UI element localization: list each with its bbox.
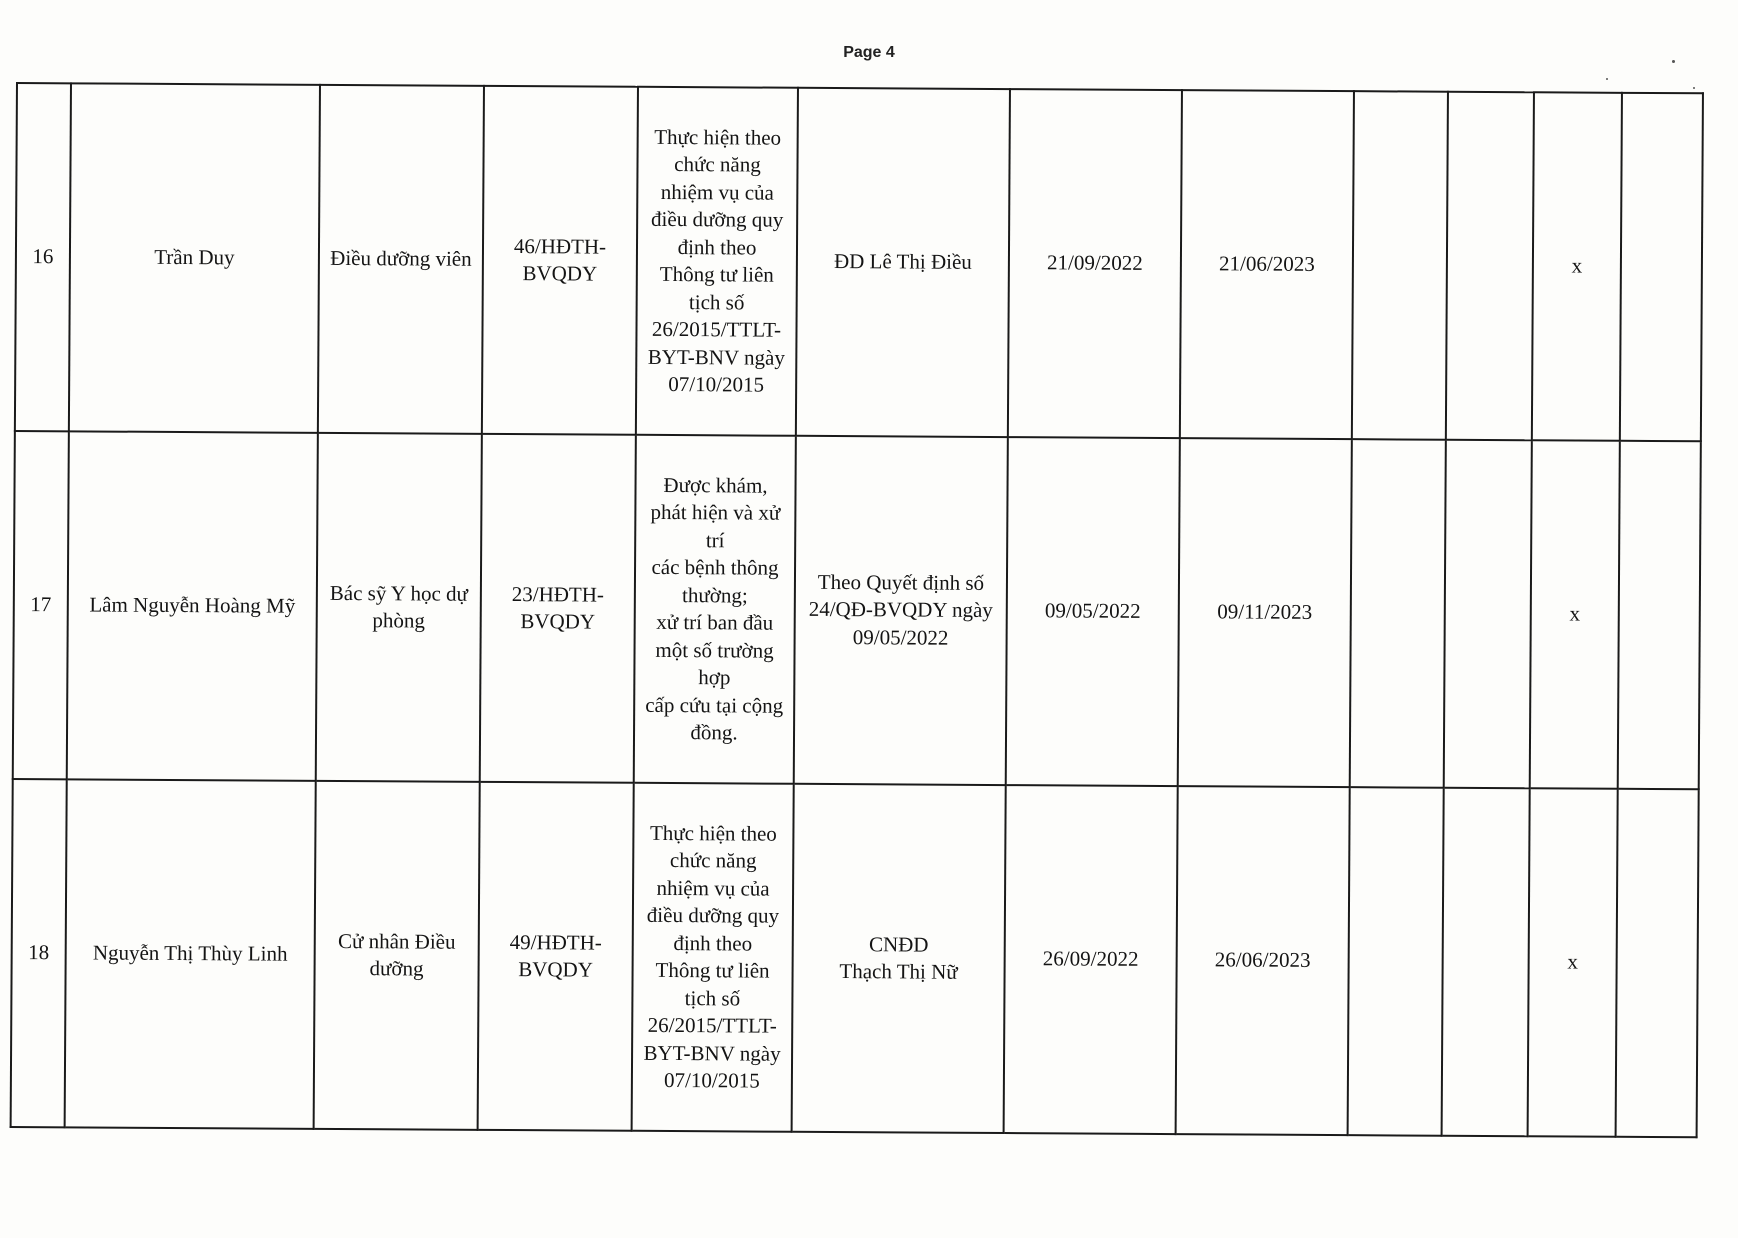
scan-speck	[1693, 87, 1695, 89]
content-cell: Thực hiện theo chức năng nhiệm vụ của điều dưỡng quy định theo Thông tư liên tịch số 26/2015/TTLT- BYT-BNV ngày 07/10/2015	[632, 783, 794, 1132]
table-row	[15, 83, 1703, 441]
col-c-mark-cell: x	[1528, 788, 1618, 1137]
stt-cell: 18	[11, 779, 67, 1127]
stt-cell: 17	[13, 431, 69, 779]
contract-cell: 46/HĐTH- BVQDY	[482, 86, 638, 435]
start-date-cell: 26/09/2022	[1004, 785, 1178, 1134]
contract-cell: 49/HĐTH- BVQDY	[478, 782, 634, 1131]
col-c-mark-cell: x	[1532, 92, 1622, 441]
name-cell: Nguyễn Thị Thùy Linh	[65, 779, 316, 1129]
instructor-cell: ĐD Lê Thị Điều	[796, 88, 1010, 437]
col-b-cell	[1442, 788, 1530, 1137]
table-row	[11, 779, 1699, 1137]
col-d-cell	[1618, 441, 1701, 789]
table-row	[13, 431, 1701, 789]
title-cell: Điều dưỡng viên	[318, 85, 484, 434]
title-cell: Cử nhân Điều dưỡng	[314, 781, 480, 1130]
training-table	[10, 82, 1704, 1138]
end-date-cell: 26/06/2023	[1176, 786, 1350, 1135]
col-d-cell	[1620, 93, 1703, 441]
start-date-cell: 21/09/2022	[1008, 89, 1182, 438]
name-cell: Lâm Nguyễn Hoàng Mỹ	[67, 431, 318, 781]
instructor-cell: Theo Quyết định số 24/QĐ-BVQDY ngày 09/05/2022	[794, 436, 1008, 785]
name-cell: Trần Duy	[69, 83, 320, 433]
col-c-mark-cell: x	[1530, 440, 1620, 789]
contract-cell: 23/HĐTH- BVQDY	[480, 434, 636, 783]
start-date-cell: 09/05/2022	[1006, 437, 1180, 786]
col-d-cell	[1616, 789, 1699, 1137]
col-a-cell	[1350, 439, 1446, 788]
scan-speck	[1606, 78, 1608, 80]
end-date-cell: 09/11/2023	[1178, 438, 1352, 787]
end-date-cell: 21/06/2023	[1180, 90, 1354, 439]
content-cell: Được khám, phát hiện và xử trí các bệnh thông thường; xử trí ban đầu một số trường hợp cấp cứu tại cộng đồng.	[634, 435, 796, 784]
content-cell: Thực hiện theo chức năng nhiệm vụ của điều dưỡng quy định theo Thông tư liên tịch số 26/2015/TTLT- BYT-BNV ngày 07/10/2015	[636, 87, 798, 436]
scan-speck	[1672, 60, 1675, 63]
col-b-cell	[1446, 92, 1534, 441]
instructor-cell: CNĐD Thạch Thị Nữ	[792, 784, 1006, 1133]
col-a-cell	[1352, 91, 1448, 440]
col-a-cell	[1348, 787, 1444, 1136]
title-cell: Bác sỹ Y học dự phòng	[316, 433, 482, 782]
page-number: Page 4	[843, 44, 895, 61]
col-b-cell	[1444, 440, 1532, 789]
stt-cell: 16	[15, 83, 71, 431]
